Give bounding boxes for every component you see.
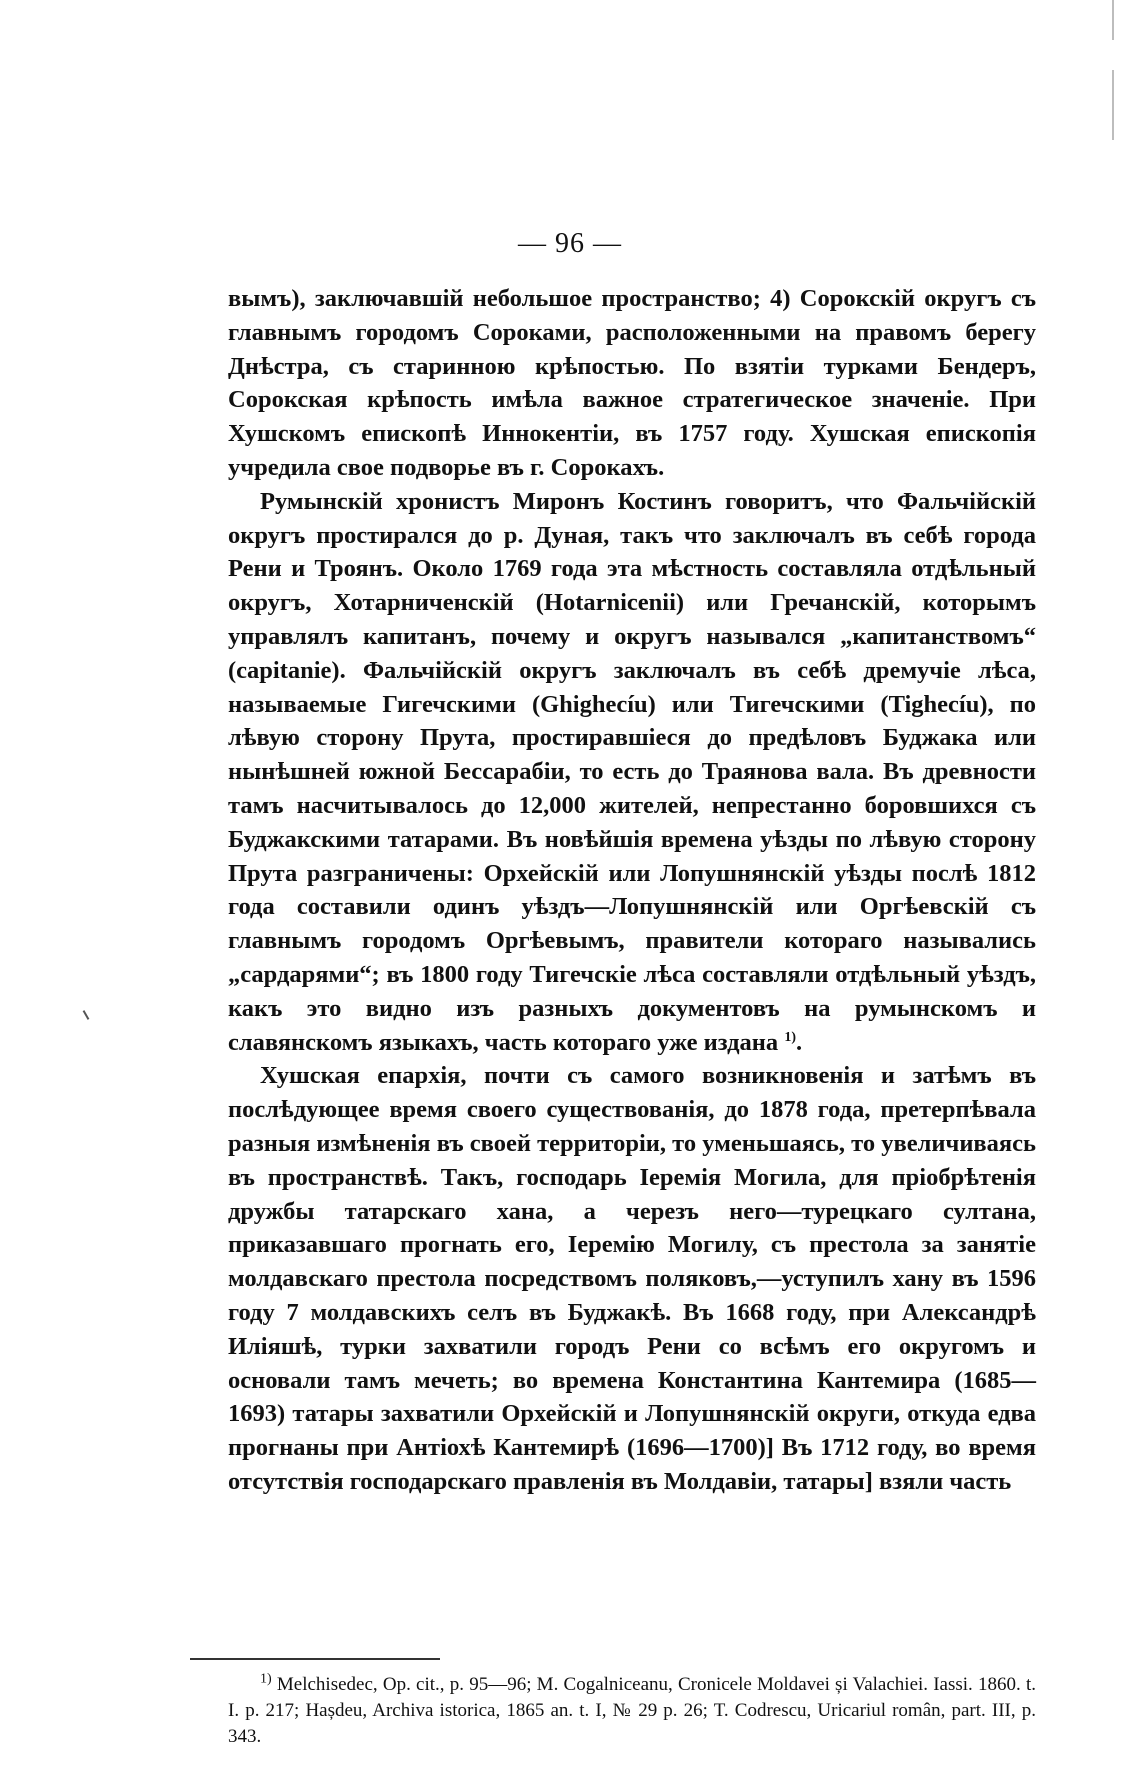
footnote-reference[interactable]: 1) [784, 1029, 796, 1045]
paragraph-text: вымъ), заключавшій небольшое пространство; 4) Сорокскій округъ съ главнымъ городомъ Сороками, расположенными на правомъ берегу Днѣстра, съ старинною крѣпостью. По взятіи турками Бендеръ, Сорокская крѣпость имѣла важное стратегическое значеніе. При Хушскомъ епископѣ Иннокентіи, въ 1757 году. Хушская епископія учредила свое подворье въ г. Сорокахъ. [228, 285, 1036, 481]
scan-edge-mark [1112, 70, 1114, 140]
main-text [228, 282, 1036, 1499]
paragraph [228, 282, 1036, 485]
paragraph [228, 1059, 1036, 1498]
footnote [228, 1672, 1036, 1750]
footnote-divider [190, 1658, 440, 1660]
footnote-text: Melchisedec, Op. cit., p. 95—96; M. Cogalniceanu, Cronicele Moldavei și Valachiei. Iassi. 1860. t. I. p. 217; Hașdeu, Archiva istorica, 1865 an. t. I, № 29 p. 26; T. Codrescu, Uricariul român, part. III, p. 343. [228, 1674, 1037, 1747]
scan-edge-mark [1112, 0, 1114, 40]
scan-speck [83, 1010, 90, 1020]
paragraph-text-end: . [795, 1028, 803, 1056]
page-number: — 96 — [518, 228, 622, 259]
paragraph-text: Румынскій хронистъ Миронъ Костинъ говоритъ, что Фальчійскій округъ простирался до р. Дуная, такъ что заключалъ въ себѣ города Рени и Троянъ. Около 1769 года эта мѣстность составляла отдѣльный округъ, Хотарниченскій (Hotarnicenii) или Гречанскій, которымъ управлялъ капитанъ, почему и округъ назывался „капитанствомъ“ (capitanie). Фальчійскій округъ заключалъ въ себѣ дремучіе лѣса, называемые Гигечскими (Ghighecíu) или Тигечскими (Tighecíu), по лѣвую сторону Прута, простиравшіеся до предѣловъ Буджака или нынѣшней южной Бессарабіи, то есть до Траянова вала. Въ древности тамъ насчитывалось до 12,000 жителей, непрестанно боровшихся съ Буджакскими татарами. Въ новѣйшія времена уѣзды по лѣвую сторону Прута разграничены: Орхейскій или Лопушнянскій уѣзды послѣ 1812 года составили одинъ уѣздъ—Лопушнянскій или Оргѣевскій съ главнымъ городомъ Оргѣевымъ, правители котораго назывались „сардарями“; въ 1800 году Тигечскіе лѣса составляли отдѣльный уѣздъ, какъ это видно изъ разныхъ документовъ на румынскомъ и славянскомъ языкахъ, часть котораго уже издана [228, 487, 1036, 1056]
footnotes [228, 1672, 1036, 1750]
paragraph [228, 485, 1036, 1060]
paragraph-text: Хушская епархія, почти съ самого возникновенія и затѣмъ въ послѣдующее время своего существованія, до 1878 года, претерпѣвала разныя измѣненія въ своей территоріи, то уменьшаясь, то увеличиваясь въ пространствѣ. Такъ, господарь Іеремія Могила, для пріобрѣтенія дружбы татарскаго хана, а черезъ него—турецкаго султана, приказавшаго прогнать его, Іеремію Могилу, съ престола за занятіе молдавскаго престола посредствомъ поляковъ,—уступилъ хану въ 1596 году 7 молдавскихъ селъ въ Буджакѣ. Въ 1668 году, при Александрѣ Иліяшѣ, турки захватили городъ Рени со всѣмъ его округомъ и основали тамъ мечеть; во времена Константина Кантемира (1685—1693) татары захватили Орхейскій и Лопушнянскій округи, откуда едва прогнаны при Антіохѣ Кантемирѣ (1696—1700)] Въ 1712 году, во время отсутствія господарскаго правленія въ Молдавіи, татары] взяли часть [228, 1062, 1036, 1495]
footnote-marker: 1) [260, 1671, 272, 1687]
